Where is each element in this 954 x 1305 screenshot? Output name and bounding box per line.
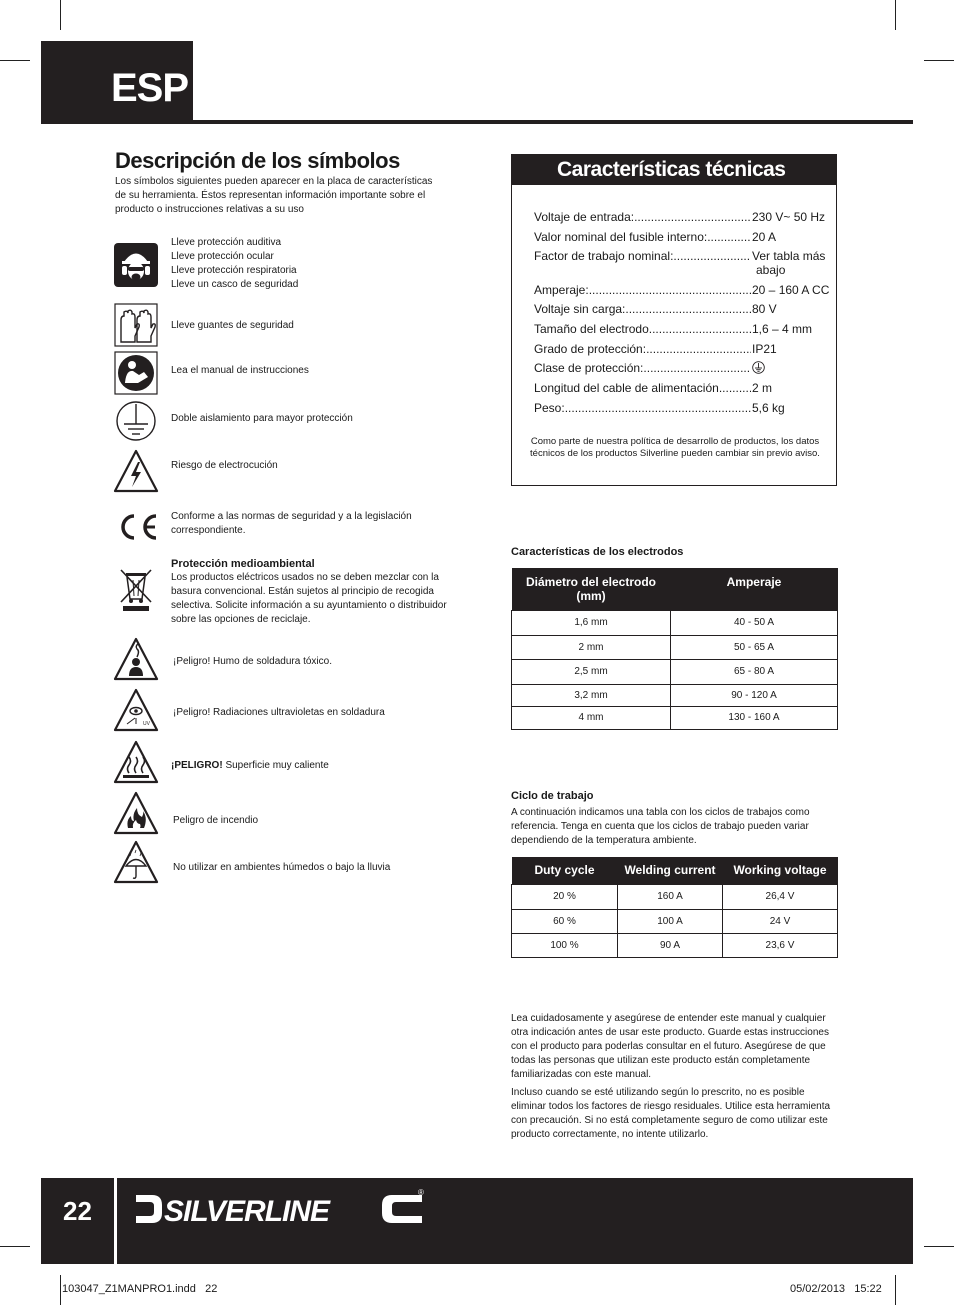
spec-label: Peso: ..... bbox=[534, 401, 751, 415]
table-row bbox=[512, 659, 838, 684]
hot-surface-text bbox=[171, 759, 451, 773]
fire-hazard-icon bbox=[113, 790, 159, 836]
table-cell: 2 mm bbox=[512, 635, 671, 659]
spec-value: Ver tabla más bbox=[752, 249, 826, 263]
weee-bin-icon bbox=[113, 566, 159, 612]
ppe-line: Lleve protección ocular bbox=[171, 251, 274, 262]
ppe-line: Lleve un casco de seguridad bbox=[171, 279, 299, 290]
footer-divider bbox=[114, 1178, 117, 1264]
table-row bbox=[512, 909, 838, 933]
ce-mark-icon bbox=[113, 504, 159, 550]
table-row bbox=[512, 684, 838, 706]
table-cell: 26,4 V bbox=[723, 884, 838, 909]
manual-icon bbox=[113, 350, 159, 396]
spec-value: 20 A bbox=[752, 230, 777, 244]
symbols-intro: Los símbolos siguientes pueden aparecer en la placa de características de su herramienta. Éstos representan información importante sobre el producto o instrucciones relativas a su uso bbox=[115, 176, 433, 215]
duty-cycle-table bbox=[511, 857, 838, 958]
spec-value: IP21 bbox=[752, 342, 777, 356]
table-cell: 4 mm bbox=[512, 706, 671, 729]
header-line: (mm) bbox=[576, 589, 606, 603]
language-code: ESP bbox=[111, 66, 189, 110]
table-row bbox=[512, 933, 838, 957]
environment-text bbox=[171, 557, 451, 627]
environment-line: selectiva. Solicite información a su ayuntamiento o distribuidor bbox=[171, 600, 447, 611]
table-row bbox=[512, 706, 838, 729]
ppe-text bbox=[171, 236, 451, 292]
electrocution-text: Riesgo de electrocución bbox=[171, 460, 278, 471]
environment-title: Protección medioambiental bbox=[171, 558, 315, 570]
technical-specs-box bbox=[511, 154, 837, 486]
header-line: Diámetro del electrodo bbox=[525, 575, 657, 589]
table-header bbox=[512, 568, 671, 610]
spec-value bbox=[752, 361, 836, 375]
specs-title: Características técnicas bbox=[557, 158, 786, 181]
table-header-row bbox=[512, 857, 838, 884]
spec-label: Amperaje: ..... bbox=[534, 283, 751, 297]
crop-mark bbox=[0, 1246, 30, 1247]
spec-label: Tamaño del electrodo ..... bbox=[534, 322, 751, 336]
page-number: 22 bbox=[63, 1196, 92, 1226]
spec-value: 20 – 160 A CC bbox=[752, 283, 830, 297]
language-tab bbox=[41, 41, 193, 123]
warning-paragraph: Lea cuidadosamente y asegúrese de entender este manual y cualquier otra indicación antes de usar este producto. Guarde estas instrucciones con el producto para poderlas consultar en el futuro. Asegúrese de que todas las personas que utilizan este producto están completamente familiarizadas con este manual. bbox=[511, 1013, 829, 1080]
footer-date: 05/02/2013 15:22 bbox=[790, 1283, 882, 1295]
table-cell: 40 - 50 A bbox=[671, 610, 838, 635]
earth-ground-icon bbox=[752, 361, 765, 374]
spec-value: 1,6 – 4 mm bbox=[752, 322, 813, 336]
crop-mark bbox=[60, 1275, 61, 1305]
ce-text bbox=[171, 510, 451, 538]
electrodes-title: Características de los electrodos bbox=[511, 546, 684, 558]
ppe-icon bbox=[113, 242, 159, 288]
symbols-title: Descripción de los símbolos bbox=[115, 148, 400, 173]
table-cell: 50 - 65 A bbox=[671, 635, 838, 659]
toxic-fumes-icon bbox=[113, 636, 159, 682]
fire-text: Peligro de incendio bbox=[173, 815, 259, 826]
ppe-line: Lleve protección respiratoria bbox=[171, 265, 297, 276]
double-insulation-icon bbox=[113, 398, 159, 444]
ce-line: correspondiente. bbox=[171, 525, 246, 536]
rain-umbrella-icon bbox=[113, 839, 159, 885]
specs-note: Como parte de nuestra política de desarrollo de productos, los datos técnicos de los productos Silverline pueden cambiar sin previo aviso. bbox=[530, 436, 820, 459]
table-cell: 100 A bbox=[618, 909, 723, 933]
fumes-text: ¡Peligro! Humo de soldadura tóxico. bbox=[173, 656, 332, 667]
gloves-text: Lleve guantes de seguridad bbox=[171, 320, 294, 331]
gloves-icon bbox=[113, 302, 159, 348]
electrocution-icon bbox=[113, 448, 159, 494]
crop-mark bbox=[0, 60, 30, 61]
silverline-logo bbox=[130, 1186, 430, 1232]
table-header: Duty cycle bbox=[512, 857, 618, 884]
crop-mark bbox=[924, 1246, 954, 1247]
spec-value: 230 V~ 50 Hz bbox=[752, 210, 826, 224]
double-insulation-text: Doble aislamiento para mayor protección bbox=[171, 413, 353, 424]
ce-line: Conforme a las normas de seguridad y a la legislación bbox=[171, 511, 412, 522]
wet-text: No utilizar en ambientes húmedos o bajo la lluvia bbox=[173, 862, 391, 873]
table-cell: 130 - 160 A bbox=[671, 706, 838, 729]
warning-text bbox=[511, 1012, 841, 1146]
spec-value: abajo bbox=[756, 263, 786, 277]
table-cell: 1,6 mm bbox=[512, 610, 671, 635]
environment-line: sobre las opciones de reciclaje. bbox=[171, 614, 311, 625]
table-cell: 2,5 mm bbox=[512, 659, 671, 684]
hot-surface-icon bbox=[113, 739, 159, 785]
spec-label: Factor de trabajo nominal: ..... bbox=[534, 249, 751, 263]
environment-line: Los productos eléctricos usados no se deben mezclar con la bbox=[171, 572, 439, 583]
table-row bbox=[512, 635, 838, 659]
specs-header bbox=[512, 155, 836, 185]
spec-value: 5,6 kg bbox=[752, 401, 785, 415]
duty-title: Ciclo de trabajo bbox=[511, 790, 594, 802]
duty-intro: A continuación indicamos una tabla con los ciclos de trabajos como referencia. Tenga en cuenta que los ciclos de trabajo pueden variar dependiendo de la temperatura ambiente. bbox=[511, 807, 810, 846]
table-cell: 20 % bbox=[512, 884, 618, 909]
table-row bbox=[512, 884, 838, 909]
uv-text: ¡Peligro! Radiaciones ultravioletas en soldadura bbox=[173, 707, 385, 718]
spec-label: Valor nominal del fusible interno: ..... bbox=[534, 230, 751, 244]
spec-label: Voltaje de entrada: ..... bbox=[534, 210, 751, 224]
footer-filename: 103047_Z1MANPRO1.indd 22 bbox=[62, 1283, 218, 1295]
hot-surface-danger: ¡PELIGRO! bbox=[171, 760, 223, 771]
table-cell: 160 A bbox=[618, 884, 723, 909]
crop-mark bbox=[60, 0, 61, 30]
table-cell: 3,2 mm bbox=[512, 684, 671, 706]
svg-text:UV: UV bbox=[143, 721, 150, 727]
manual-text: Lea el manual de instrucciones bbox=[171, 365, 309, 376]
crop-mark bbox=[924, 60, 954, 61]
table-header: Working voltage bbox=[723, 857, 838, 884]
spec-value: 80 V bbox=[752, 302, 777, 316]
table-header: Welding current bbox=[618, 857, 723, 884]
table-cell: 90 A bbox=[618, 933, 723, 957]
table-cell: 90 - 120 A bbox=[671, 684, 838, 706]
crop-mark bbox=[895, 1275, 896, 1305]
crop-mark bbox=[895, 0, 896, 30]
logo-wordmark: SILVERLINE bbox=[164, 1195, 330, 1228]
table-cell: 100 % bbox=[512, 933, 618, 957]
spec-label: Longitud del cable de alimentación ..... bbox=[534, 381, 751, 395]
warning-paragraph: Incluso cuando se esté utilizando según lo prescrito, no es posible eliminar todos los factores de riesgo residuales. Utilice esta herramienta con precaución. Si no está completamente seguro de como utilizar este producto correctamente, no intente utilizarlo. bbox=[511, 1087, 831, 1140]
table-header-row bbox=[512, 568, 838, 610]
uv-radiation-icon bbox=[113, 687, 159, 733]
table-header: Amperaje bbox=[671, 568, 838, 610]
table-cell: 65 - 80 A bbox=[671, 659, 838, 684]
electrodes-table bbox=[511, 568, 838, 730]
spec-value: 2 m bbox=[752, 381, 773, 395]
header-rule bbox=[41, 120, 913, 124]
ppe-line: Lleve protección auditiva bbox=[171, 237, 282, 248]
spec-label: Clase de protección: ..... bbox=[534, 361, 751, 375]
table-row bbox=[512, 610, 838, 635]
environment-line: basura convencional. Están sujetos al principio de recogida bbox=[171, 586, 434, 597]
spec-label: Voltaje sin carga: ..... bbox=[534, 302, 751, 316]
table-cell: 24 V bbox=[723, 909, 838, 933]
table-cell: 60 % bbox=[512, 909, 618, 933]
hot-surface-desc: Superficie muy caliente bbox=[222, 760, 329, 771]
spec-label: Grado de protección: ..... bbox=[534, 342, 751, 356]
table-cell: 23,6 V bbox=[723, 933, 838, 957]
registered-mark: ® bbox=[418, 1188, 424, 1197]
